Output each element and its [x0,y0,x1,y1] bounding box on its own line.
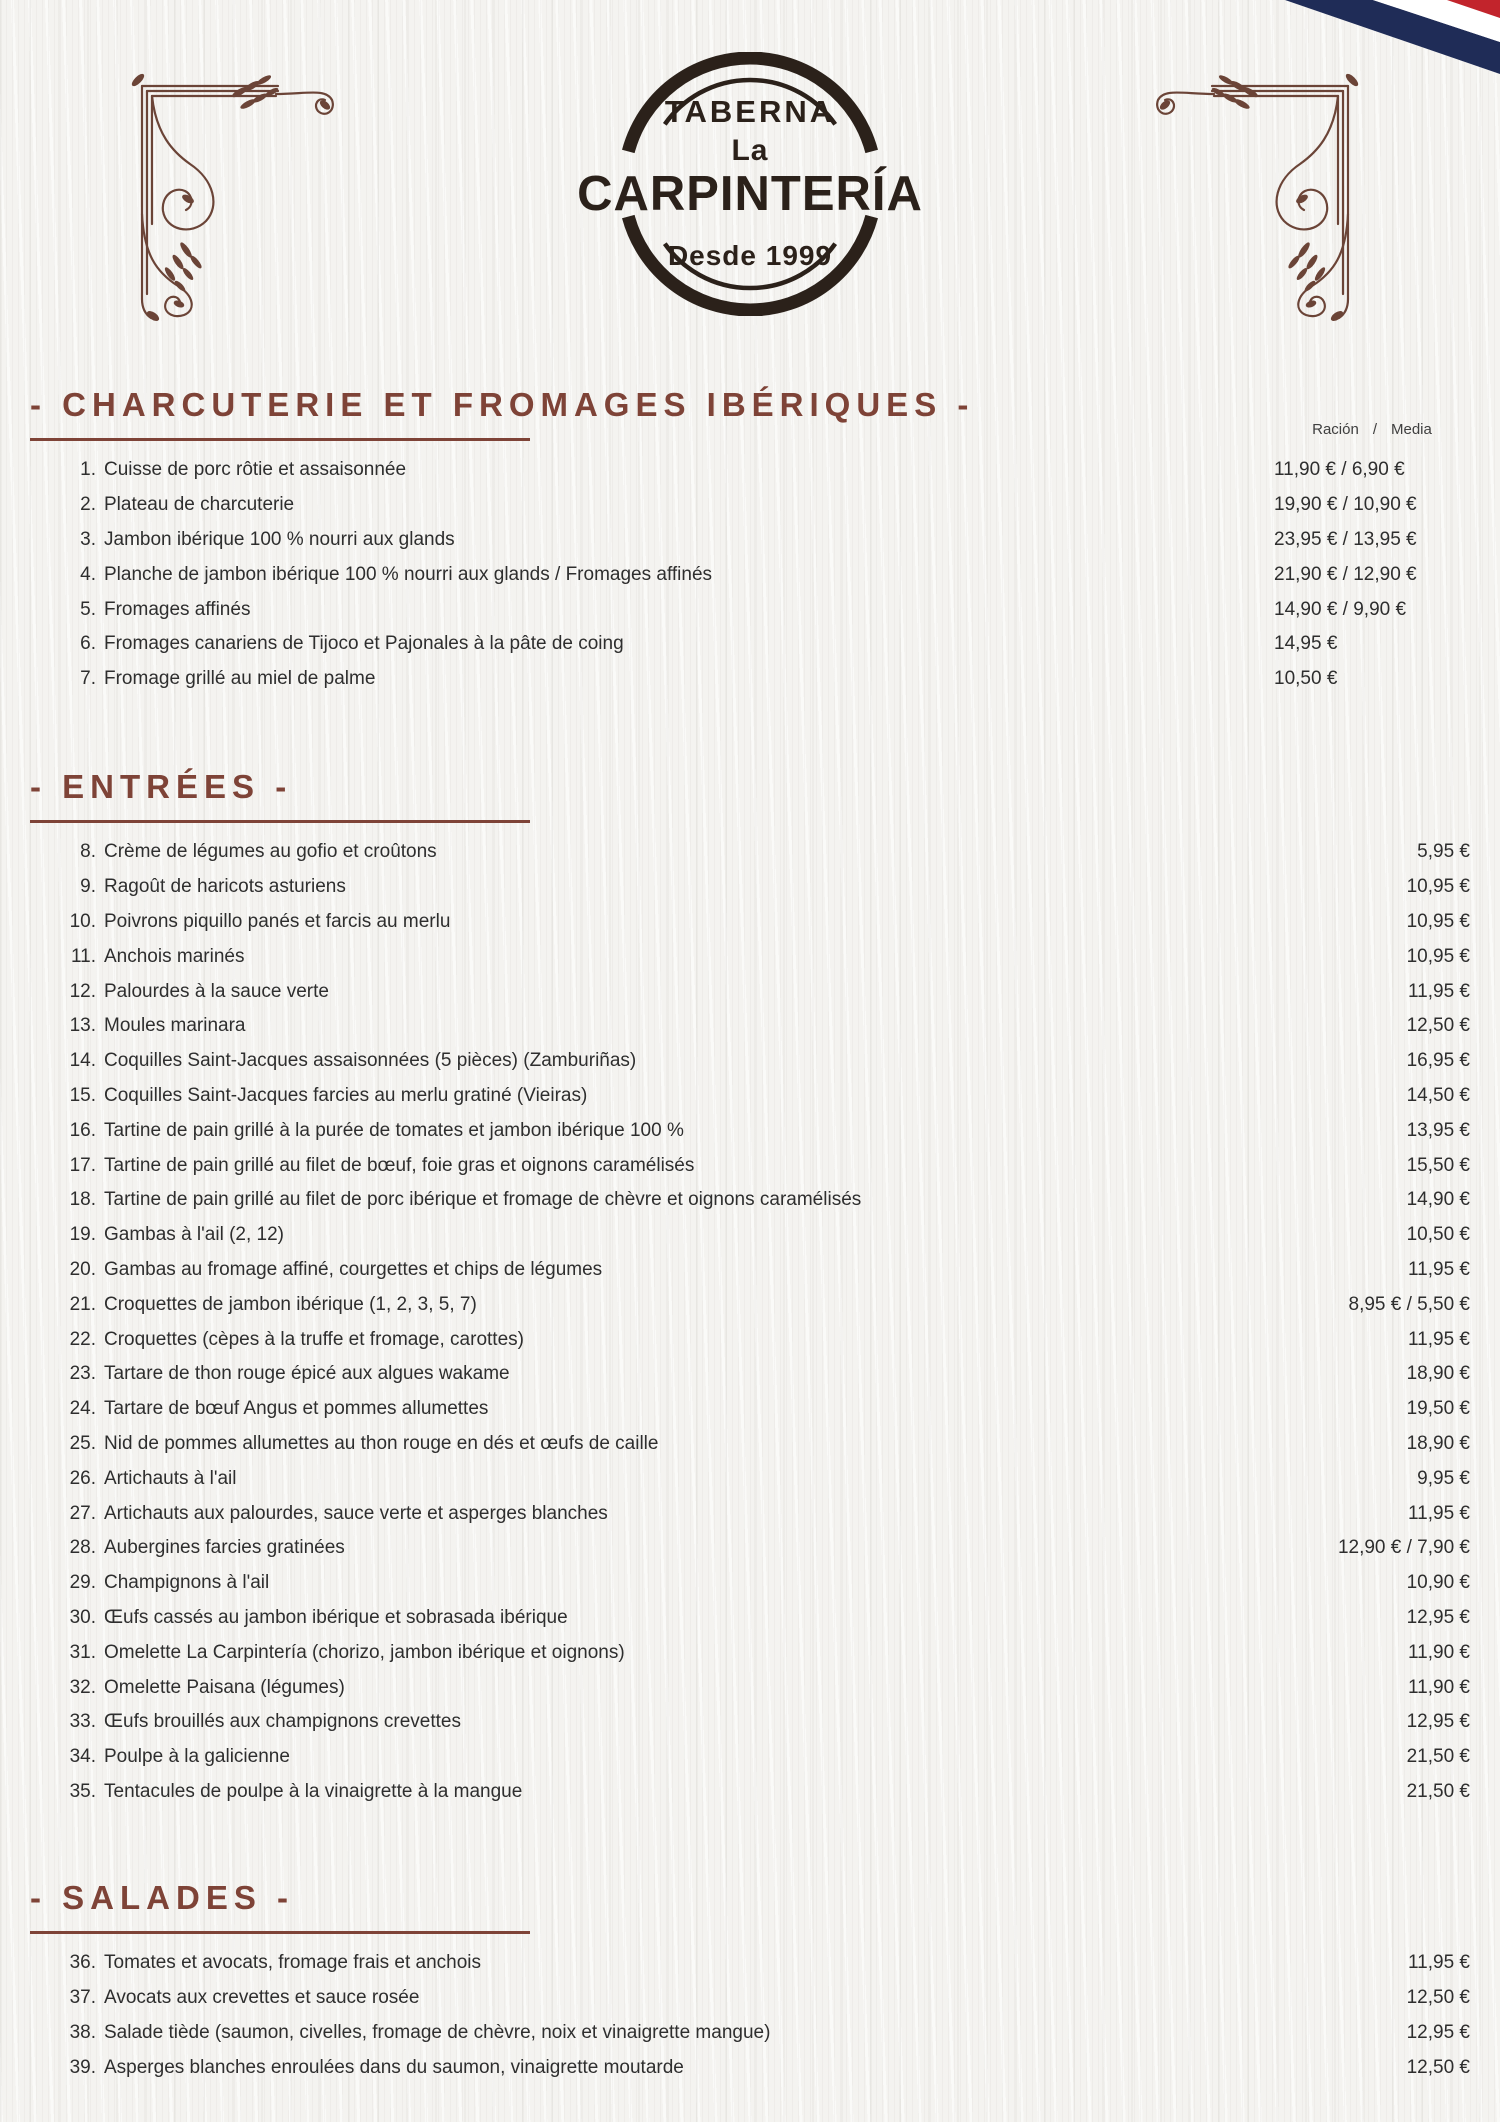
item-price: 12,90 € / 7,90 € [1337,1537,1470,1559]
item-price: 19,90 € / 10,90 € [1274,494,1417,516]
item-price: 16,95 € [1406,1050,1470,1072]
menu-item-row [30,1601,1470,1636]
menu-item-row [30,2016,1470,2051]
item-number: 17. [69,1154,96,1176]
item-price: 11,95 € [1408,1502,1470,1524]
menu-section [30,770,1470,1809]
item-label: Artichauts aux palourdes, sauce verte et asperges blanches [104,1502,608,1524]
menu-item-row [30,1044,1470,1079]
item-label: Asperges blanches enroulées dans du saumon, vinaigrette moutarde [104,2056,684,2078]
menu-items [30,453,1470,697]
menu-item-row [30,1705,1470,1740]
section-underline [30,1931,530,1934]
racion-column-label: Ración [1312,421,1359,438]
item-price: 19,50 € [1406,1398,1470,1420]
item-price: 10,95 € [1406,876,1470,898]
item-number: 11. [70,945,96,967]
item-label: Tartare de thon rouge épicé aux algues wakame [104,1363,510,1385]
item-price: 14,50 € [1406,1084,1470,1106]
item-number: 12. [69,980,96,1002]
item-label: Champignons à l'ail [104,1572,270,1594]
item-price: 11,95 € [1408,1258,1470,1280]
item-price: 10,90 € [1406,1572,1470,1594]
item-number: 9. [80,876,96,898]
item-price: 10,50 € [1274,668,1338,690]
item-label: Artichauts à l'ail [104,1467,237,1489]
item-number: 4. [80,563,96,585]
item-price: 15,50 € [1406,1154,1470,1176]
item-label: Salade tiède (saumon, civelles, fromage de chèvre, noix et vinaigrette mangue) [104,2021,771,2043]
item-price: 10,50 € [1406,1224,1470,1246]
item-label: Tartare de bœuf Angus et pommes allumettes [104,1398,489,1420]
item-label: Fromage grillé au miel de palme [104,668,376,690]
item-number: 19. [69,1224,96,1246]
item-price: 8,95 € / 5,50 € [1348,1293,1470,1315]
menu-item-row [30,1287,1470,1322]
menu-item-row [30,1079,1470,1114]
item-number: 16. [69,1119,96,1141]
item-price: 12,95 € [1406,1711,1470,1733]
item-number: 2. [80,494,96,516]
item-price: 12,95 € [1406,2021,1470,2043]
item-price: 12,50 € [1406,2056,1470,2078]
item-label: Tartine de pain grillé à la purée de tomates et jambon ibérique 100 % [104,1119,684,1141]
item-number: 1. [80,459,96,481]
menu-items [30,835,1470,1809]
item-label: Poivrons piquillo panés et farcis au merlu [104,910,451,932]
item-label: Poulpe à la galicienne [104,1746,290,1768]
item-number: 6. [80,633,96,655]
item-label: Croquettes (cèpes à la truffe et fromage, carottes) [104,1328,524,1350]
item-label: Cuisse de porc rôtie et assaisonnée [104,459,407,481]
menu-item-row [30,2050,1470,2085]
item-number: 35. [69,1780,96,1802]
item-number: 5. [80,598,96,620]
item-price: 14,90 € [1406,1189,1470,1211]
section-title: - CHARCUTERIE ET FROMAGES IBÉRIQUES - [30,386,975,423]
item-label: Moules marinara [104,1015,246,1037]
item-price: 11,95 € [1408,980,1470,1002]
item-price: 21,50 € [1406,1780,1470,1802]
section-title: - ENTRÉES - [30,768,293,805]
menu-item-row [30,523,1470,558]
item-number: 21. [69,1293,96,1315]
media-column-label: Media [1391,421,1432,438]
logo-carpinteria: CARPINTERÍA [577,167,923,221]
menu-item-row [30,1670,1470,1705]
item-number: 38. [69,2021,96,2043]
section-title: - SALADES - [30,1879,294,1916]
item-number: 10. [69,910,96,932]
item-label: Tentacules de poulpe à la vinaigrette à la mangue [104,1780,523,1802]
logo-since: Desde 1999 [667,240,833,271]
corner-flourish-left [128,64,348,324]
menu-item-row [30,1253,1470,1288]
item-label: Œufs brouillés aux champignons crevettes [104,1711,461,1733]
price-columns-header [1274,421,1470,438]
item-number: 29. [69,1572,96,1594]
menu-item-row [30,592,1470,627]
menu-item-row [30,1218,1470,1253]
item-price: 21,90 € / 12,90 € [1274,563,1417,585]
item-number: 28. [69,1537,96,1559]
item-price: 10,95 € [1406,910,1470,932]
menu-item-row [30,1946,1470,1981]
section-underline [30,438,530,441]
item-label: Coquilles Saint-Jacques assaisonnées (5 pièces) (Zamburiñas) [104,1050,637,1072]
item-number: 13. [69,1015,96,1037]
item-price: 5,95 € [1417,841,1470,863]
logo-taberna: TABERNA [664,94,836,129]
item-price: 11,90 € [1408,1641,1470,1663]
menu-item-row [30,1566,1470,1601]
item-number: 24. [69,1398,96,1420]
item-price: 12,50 € [1406,1987,1470,2009]
menu-item-row [30,1148,1470,1183]
corner-flourish-right [1142,64,1362,324]
item-number: 39. [69,2056,96,2078]
item-label: Tomates et avocats, fromage frais et anchois [104,1952,482,1974]
item-number: 20. [69,1258,96,1280]
menu-items [30,1946,1470,2085]
item-number: 37. [69,1987,96,2009]
menu-item-row [30,939,1470,974]
menu-item-row [30,1740,1470,1775]
menu-item-row [30,1461,1470,1496]
item-number: 8. [80,841,96,863]
item-number: 32. [69,1676,96,1698]
item-number: 14. [69,1050,96,1072]
logo-la: La [731,134,769,167]
item-number: 26. [69,1467,96,1489]
item-price: 21,50 € [1406,1746,1470,1768]
item-price: 9,95 € [1417,1467,1470,1489]
item-label: Œufs cassés au jambon ibérique et sobrasada ibérique [104,1606,568,1628]
item-number: 33. [69,1711,96,1733]
item-number: 7. [80,668,96,690]
item-price: 11,95 € [1408,1328,1470,1350]
item-label: Nid de pommes allumettes au thon rouge en dés et œufs de caille [104,1432,659,1454]
item-label: Tartine de pain grillé au filet de bœuf, foie gras et oignons caramélisés [104,1154,695,1176]
section-underline [30,820,530,823]
item-label: Aubergines farcies gratinées [104,1537,345,1559]
menu-item-row [30,1635,1470,1670]
menu-item-row [30,1775,1470,1810]
item-price: 12,95 € [1406,1606,1470,1628]
item-label: Ragoût de haricots asturiens [104,876,346,898]
item-label: Palourdes à la sauce verte [104,980,329,1002]
menu-item-row [30,870,1470,905]
item-label: Planche de jambon ibérique 100 % nourri aux glands / Fromages affinés [104,563,713,585]
menu-item-row [30,1357,1470,1392]
item-label: Anchois marinés [104,945,245,967]
item-price: 18,90 € [1406,1432,1470,1454]
item-label: Fromages canariens de Tijoco et Pajonales à la pâte de coing [104,633,624,655]
item-number: 25. [69,1432,96,1454]
menu-item-row [30,1427,1470,1462]
item-label: Avocats aux crevettes et sauce rosée [104,1987,420,2009]
item-label: Tartine de pain grillé au filet de porc ibérique et fromage de chèvre et oignons caramélisés [104,1189,862,1211]
item-number: 15. [69,1084,96,1106]
menu-item-row [30,974,1470,1009]
item-label: Gambas au fromage affiné, courgettes et chips de légumes [104,1258,603,1280]
item-price: 11,90 € [1408,1676,1470,1698]
item-label: Crème de légumes au gofio et croûtons [104,841,437,863]
menu-item-row [30,627,1470,662]
item-number: 34. [69,1746,96,1768]
item-number: 31. [69,1641,96,1663]
menu-item-row [30,453,1470,488]
item-label: Gambas à l'ail (2, 12) [104,1224,284,1246]
menu-item-row [30,488,1470,523]
item-price: 13,95 € [1406,1119,1470,1141]
item-label: Omelette La Carpintería (chorizo, jambon ibérique et oignons) [104,1641,625,1663]
item-number: 36. [69,1952,96,1974]
menu-section [30,388,1470,697]
item-price: 23,95 € / 13,95 € [1274,528,1417,550]
menu-section [30,1881,1470,2085]
item-number: 18. [69,1189,96,1211]
menu-item-row [30,1113,1470,1148]
restaurant-logo [550,52,950,332]
menu-item-row [30,1531,1470,1566]
item-price: 10,95 € [1406,945,1470,967]
price-column-separator: / [1372,421,1377,438]
item-label: Coquilles Saint-Jacques farcies au merlu gratiné (Vieiras) [104,1084,588,1106]
item-number: 22. [69,1328,96,1350]
item-price: 11,95 € [1408,1952,1470,1974]
menu-item-row [30,1009,1470,1044]
menu-item-row [30,1981,1470,2016]
menu-item-row [30,905,1470,940]
menu-item-row [30,1322,1470,1357]
menu-item-row [30,1496,1470,1531]
menu-item-row [30,1392,1470,1427]
item-price: 18,90 € [1406,1363,1470,1385]
item-number: 3. [80,528,96,550]
item-price: 14,90 € / 9,90 € [1274,598,1407,620]
item-price: 14,95 € [1274,633,1338,655]
item-label: Croquettes de jambon ibérique (1, 2, 3, 5, 7) [104,1293,477,1315]
menu-item-row [30,835,1470,870]
item-price: 11,90 € / 6,90 € [1274,459,1405,481]
item-label: Omelette Paisana (légumes) [104,1676,345,1698]
item-number: 23. [69,1363,96,1385]
menu-item-row [30,557,1470,592]
item-number: 30. [69,1606,96,1628]
menu-item-row [30,662,1470,697]
menu-item-row [30,1183,1470,1218]
item-label: Jambon ibérique 100 % nourri aux glands [104,528,455,550]
item-label: Fromages affinés [104,598,251,620]
item-price: 12,50 € [1406,1015,1470,1037]
item-label: Plateau de charcuterie [104,494,295,516]
item-number: 27. [69,1502,96,1524]
